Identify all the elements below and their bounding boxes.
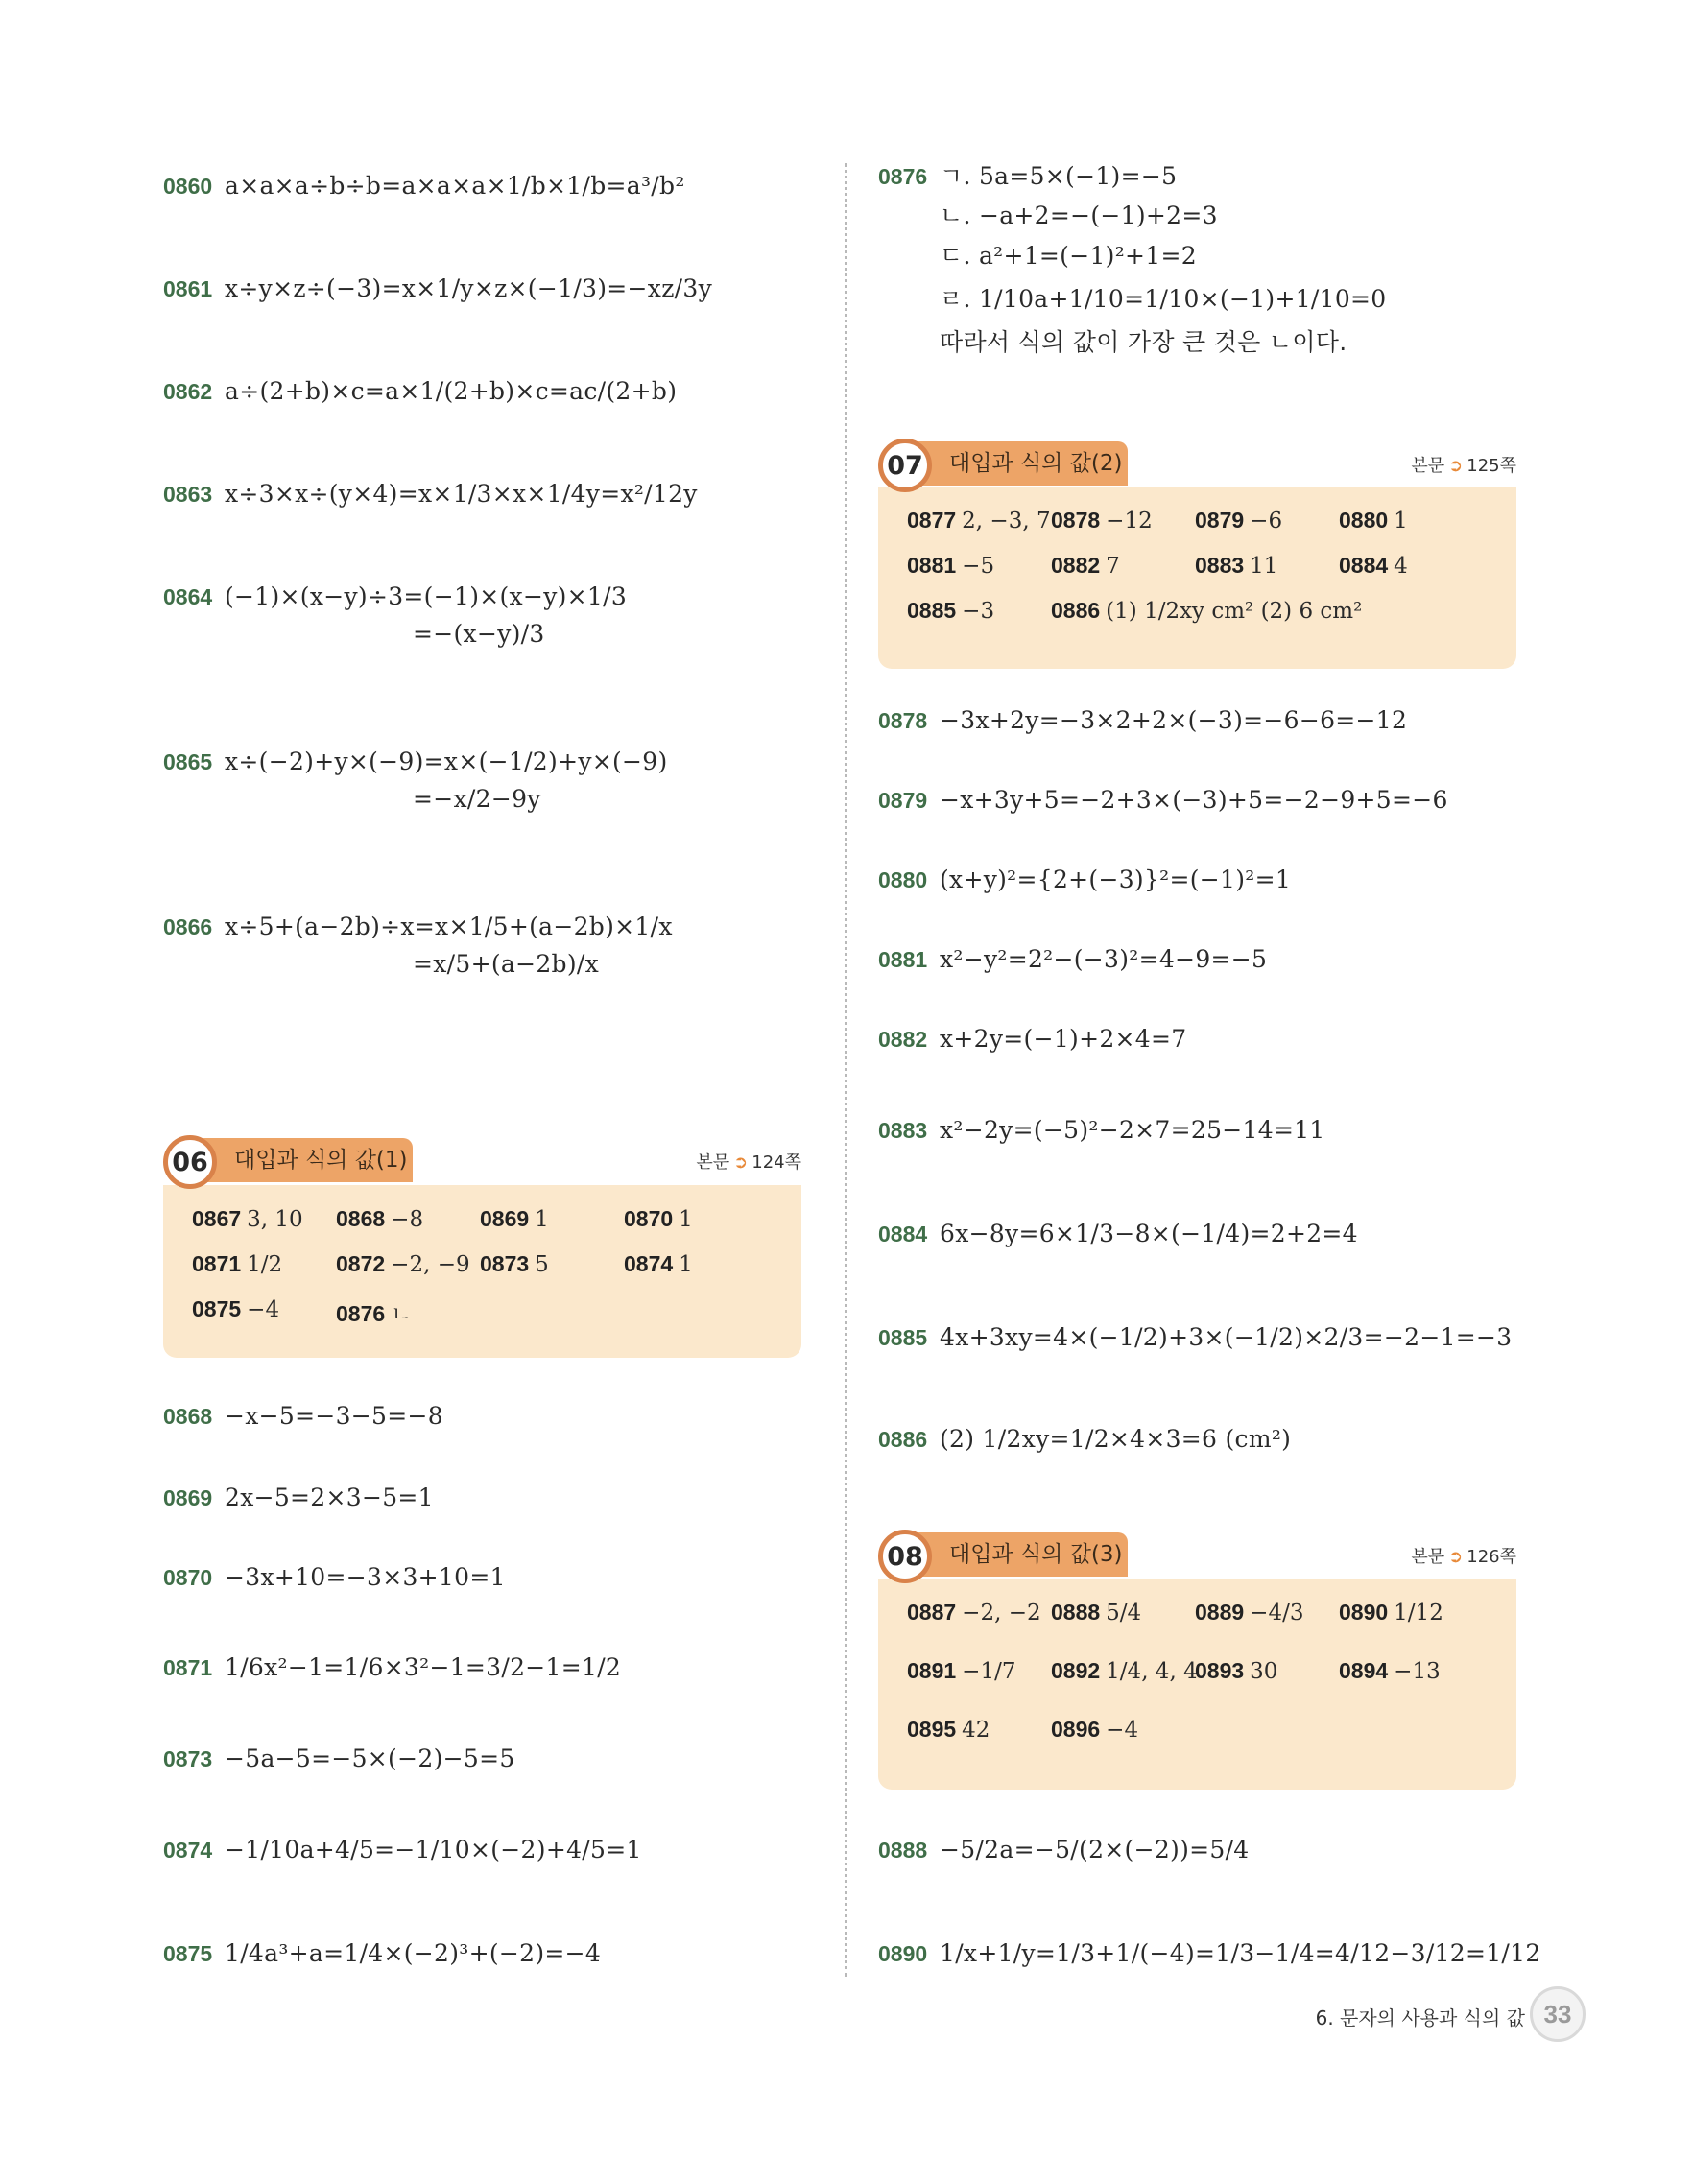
solution: x÷y×z÷(−3)=x×1/y×z×(−1/3)=−xz/3y	[225, 274, 713, 302]
section-07-header	[878, 439, 1516, 488]
problem-0876	[878, 161, 1387, 357]
solution: x²−2y=(−5)²−2×7=25−14=11	[940, 1116, 1325, 1144]
problem-number: 0886	[878, 1427, 928, 1452]
solution: 1/6x²−1=1/6×3²−1=3/2−1=1/2	[225, 1653, 622, 1681]
solution: −3x+10=−3×3+10=1	[225, 1563, 506, 1591]
answer-item: 0875 −4	[192, 1296, 280, 1322]
answer-grid	[907, 508, 1488, 624]
answer-item: 0890 1/12	[1339, 1600, 1443, 1626]
answer-item: 0874 1	[624, 1251, 693, 1277]
answer-item: 0892 1/4, 4, 4	[1051, 1658, 1198, 1684]
problem-0861	[163, 273, 712, 303]
answer-item: 0883 11	[1195, 553, 1278, 579]
problem-number: 0870	[163, 1565, 213, 1590]
solution-continued: =−x/2−9y	[413, 785, 541, 814]
solution: −x+3y+5=−2+3×(−3)+5=−2−9+5=−6	[940, 786, 1448, 814]
solution-continued: =x/5+(a−2b)/x	[413, 950, 600, 979]
solution: 6x−8y=6×1/3−8×(−1/4)=2+2=4	[940, 1220, 1358, 1247]
answer-item: 0868 −8	[336, 1206, 424, 1232]
section-title: 대입과 식의 값(3)	[907, 1532, 1128, 1577]
ref-page: 125쪽	[1466, 456, 1516, 476]
problem-number: 0878	[878, 708, 928, 733]
answer-item: 0884 4	[1339, 553, 1408, 579]
problem-number: 0873	[163, 1746, 213, 1771]
chapter-title: 6. 문자의 사용과 식의 값	[1315, 2006, 1525, 2030]
problem-number: 0884	[878, 1222, 928, 1246]
problem-0888	[878, 1835, 1250, 1864]
problem-0871	[163, 1652, 621, 1682]
problem-0862	[163, 376, 677, 406]
problem-0880	[878, 865, 1291, 894]
problem-0890	[878, 1938, 1541, 1968]
problem-number: 0879	[878, 788, 928, 813]
solution: −5/2a=−5/(2×(−2))=5/4	[940, 1836, 1250, 1864]
section-badge: 08	[878, 1530, 932, 1583]
answer-item: 0882 7	[1051, 553, 1120, 579]
problem-0878	[878, 705, 1407, 735]
solution: −x−5=−3−5=−8	[225, 1402, 443, 1430]
answer-item: 0872 −2, −9	[336, 1251, 470, 1277]
solution-line: ㄷ. a²+1=(−1)²+1=2	[940, 241, 1197, 270]
section-06-header	[163, 1135, 801, 1185]
solution: x÷(−2)+y×(−9)=x×(−1/2)+y×(−9)	[225, 748, 668, 775]
answer-grid	[192, 1206, 773, 1328]
section-07-answers	[878, 487, 1516, 669]
chapter-footer	[1316, 2003, 1525, 2030]
solution-line: ㄱ. 5a=5×(−1)=−5	[940, 162, 1178, 190]
answer-item: 0867 3, 10	[192, 1206, 303, 1232]
section-badge: 07	[878, 439, 932, 492]
solution: x÷3×x÷(y×4)=x×1/3×x×1/4y=x²/12y	[225, 480, 698, 508]
answer-item: 0880 1	[1339, 508, 1408, 534]
problem-0881	[878, 944, 1267, 974]
page-number: 33	[1530, 1986, 1586, 2042]
arrow-icon: ➲	[1448, 1547, 1464, 1567]
solution: (2) 1/2xy=1/2×4×3=6 (cm²)	[940, 1425, 1292, 1453]
ref-label: 본문	[696, 1152, 730, 1173]
problem-0883	[878, 1115, 1325, 1145]
problem-0860	[163, 171, 685, 201]
solution: 1/4a³+a=1/4×(−2)³+(−2)=−4	[225, 1939, 602, 1967]
answer-item: 0895 42	[907, 1717, 990, 1743]
solution: −3x+2y=−3×2+2×(−3)=−6−6=−12	[940, 706, 1408, 734]
problem-0873	[163, 1744, 515, 1773]
ref-label: 본문	[1411, 1547, 1445, 1567]
section-08-header	[878, 1530, 1516, 1579]
solution: −5a−5=−5×(−2)−5=5	[225, 1745, 515, 1772]
problem-0884	[878, 1219, 1358, 1248]
problem-number: 0888	[878, 1838, 928, 1863]
problem-0866	[163, 912, 673, 980]
solution: x²−y²=2²−(−3)²=4−9=−5	[940, 945, 1268, 973]
problem-number: 0875	[163, 1941, 213, 1966]
answer-item: 0891 −1/7	[907, 1658, 1016, 1684]
section-title: 대입과 식의 값(2)	[907, 441, 1128, 486]
section-title: 대입과 식의 값(1)	[192, 1138, 413, 1182]
problem-0879	[878, 785, 1448, 815]
problem-0865	[163, 747, 668, 815]
problem-number: 0861	[163, 276, 213, 301]
problem-number: 0862	[163, 379, 213, 404]
page-reference	[696, 1149, 801, 1174]
answer-item: 0888 5/4	[1051, 1600, 1142, 1626]
page-reference	[1411, 1543, 1516, 1568]
problem-number: 0860	[163, 174, 213, 199]
answer-item: 0889 −4/3	[1195, 1600, 1304, 1626]
section-badge: 06	[163, 1135, 217, 1189]
answer-item: 0879 −6	[1195, 508, 1283, 534]
problem-number: 0890	[878, 1941, 928, 1966]
problem-0863	[163, 479, 698, 509]
solution-line: ㄴ. −a+2=−(−1)+2=3	[940, 202, 1218, 230]
section-06-answers	[163, 1185, 801, 1358]
solution: x+2y=(−1)+2×4=7	[940, 1025, 1187, 1053]
solution: −1/10a+4/5=−1/10×(−2)+4/5=1	[225, 1836, 642, 1864]
solution: (x+y)²={2+(−3)}²=(−1)²=1	[940, 866, 1292, 893]
problem-number: 0866	[163, 914, 213, 939]
answer-item: 0877 2, −3, 7	[907, 508, 1051, 534]
arrow-icon: ➲	[1448, 456, 1464, 476]
solution-continued: =−(x−y)/3	[413, 620, 545, 649]
answer-item: 0896 −4	[1051, 1717, 1139, 1743]
problem-number: 0868	[163, 1404, 213, 1429]
problem-number: 0883	[878, 1118, 928, 1143]
problem-number: 0865	[163, 749, 213, 774]
answer-grid	[907, 1600, 1488, 1743]
solution: (−1)×(x−y)÷3=(−1)×(x−y)×1/3	[225, 582, 628, 610]
answer-item: 0870 1	[624, 1206, 693, 1232]
column-divider	[845, 163, 847, 1977]
solution: 4x+3xy=4×(−1/2)+3×(−1/2)×2/3=−2−1=−3	[940, 1323, 1513, 1351]
answer-item: 0871 1/2	[192, 1251, 283, 1277]
answer-item: 0894 −13	[1339, 1658, 1441, 1684]
section-08-answers	[878, 1579, 1516, 1790]
answer-item: 0869 1	[480, 1206, 549, 1232]
answer-item: 0893 30	[1195, 1658, 1278, 1684]
solution: a×a×a÷b÷b=a×a×a×1/b×1/b=a³/b²	[225, 172, 685, 200]
answer-item: 0885 −3	[907, 598, 995, 624]
problem-0864	[163, 582, 627, 650]
ref-label: 본문	[1411, 456, 1445, 476]
ref-page: 124쪽	[751, 1152, 801, 1173]
answer-item: 0886 (1) 1/2xy cm² (2) 6 cm²	[1051, 598, 1363, 624]
problem-0874	[163, 1835, 642, 1864]
problem-0875	[163, 1938, 601, 1968]
problem-number: 0880	[878, 867, 928, 892]
answer-item: 0876 ㄴ	[336, 1301, 413, 1327]
problem-number: 0881	[878, 947, 928, 972]
problem-0885	[878, 1322, 1513, 1352]
solution: 1/x+1/y=1/3+1/(−4)=1/3−1/4=4/12−3/12=1/12	[940, 1939, 1541, 1967]
conclusion: 따라서 식의 값이 가장 큰 것은 ㄴ이다.	[940, 328, 1347, 356]
ref-page: 126쪽	[1466, 1547, 1516, 1567]
problem-number: 0882	[878, 1027, 928, 1052]
solution: a÷(2+b)×c=a×1/(2+b)×c=ac/(2+b)	[225, 377, 678, 405]
problem-number: 0876	[878, 164, 928, 189]
answer-item: 0873 5	[480, 1251, 549, 1277]
problem-number: 0869	[163, 1485, 213, 1510]
answer-item: 0887 −2, −2	[907, 1600, 1041, 1626]
problem-0886	[878, 1424, 1291, 1454]
answer-item: 0881 −5	[907, 553, 995, 579]
problem-number: 0885	[878, 1325, 928, 1350]
arrow-icon: ➲	[733, 1152, 749, 1173]
problem-0869	[163, 1483, 434, 1512]
problem-number: 0871	[163, 1655, 213, 1680]
solution: x÷5+(a−2b)÷x=x×1/5+(a−2b)×1/x	[225, 913, 673, 940]
page-reference	[1411, 452, 1516, 477]
solution: 2x−5=2×3−5=1	[225, 1484, 434, 1511]
solution-line: ㄹ. 1/10a+1/10=1/10×(−1)+1/10=0	[940, 284, 1387, 313]
problem-0882	[878, 1024, 1186, 1054]
answer-item: 0878 −12	[1051, 508, 1153, 534]
problem-number: 0863	[163, 482, 213, 507]
problem-number: 0874	[163, 1838, 213, 1863]
problem-0870	[163, 1562, 506, 1592]
problem-number: 0864	[163, 584, 213, 609]
problem-0868	[163, 1401, 443, 1431]
